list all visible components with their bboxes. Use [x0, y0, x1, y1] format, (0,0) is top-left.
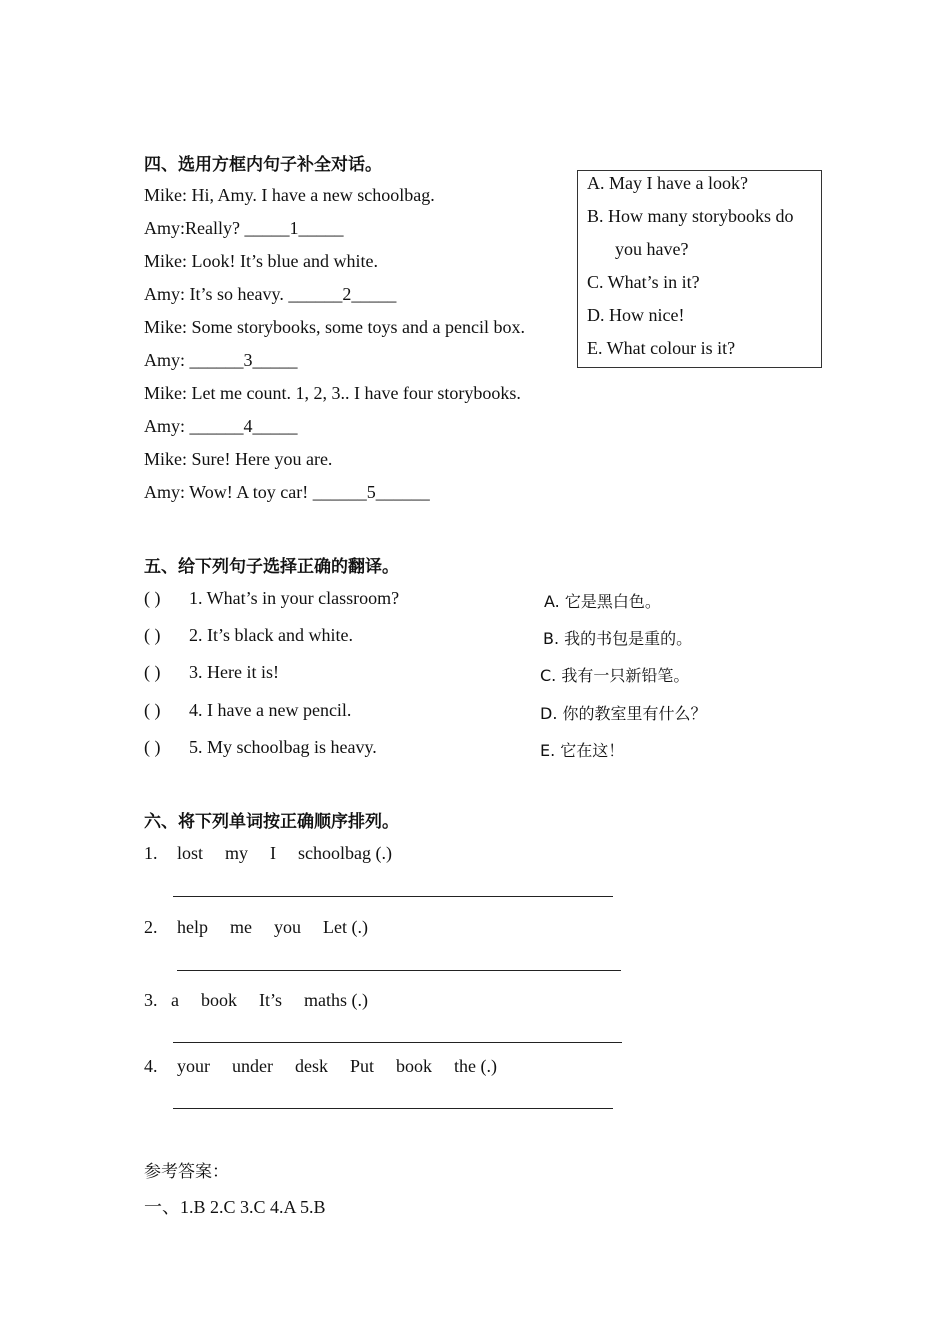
- answer-line[interactable]: [173, 896, 613, 897]
- word: help: [177, 917, 208, 937]
- word: lost: [177, 843, 204, 863]
- word: the (.): [454, 1056, 497, 1076]
- translation-choice: A. 它是黑白色。: [544, 592, 661, 611]
- option-a: A. May I have a look?: [587, 173, 748, 193]
- translation-choice: E. 它在这！: [540, 741, 625, 760]
- option-d: D. How nice!: [587, 305, 685, 325]
- word-group: [177, 917, 390, 938]
- word: you: [274, 917, 301, 937]
- dialogue-line: Mike: Sure! Here you are.: [144, 449, 333, 469]
- word: book: [201, 990, 237, 1010]
- word: book: [396, 1056, 432, 1076]
- dialogue-line: Amy: It’s so heavy. ______2_____: [144, 284, 397, 304]
- answer-line[interactable]: [177, 970, 621, 971]
- word: schoolbag (.): [298, 843, 393, 863]
- answer-bracket[interactable]: ( ): [144, 625, 161, 645]
- sentence: 4. I have a new pencil.: [189, 700, 352, 720]
- word: under: [232, 1056, 273, 1076]
- word-group: [177, 843, 414, 864]
- translation-choice: C. 我有一只新铅笔。: [540, 666, 690, 685]
- word: maths (.): [304, 990, 368, 1010]
- dialogue-line: Amy: ______4_____: [144, 416, 298, 436]
- answer-line[interactable]: [173, 1042, 622, 1043]
- word: Let (.): [323, 917, 368, 937]
- item-number: 4.: [144, 1056, 158, 1076]
- dialogue-line: Mike: Let me count. 1, 2, 3.. I have four storybooks.: [144, 383, 521, 403]
- option-b-cont: you have?: [615, 239, 689, 259]
- item-number: 3.: [144, 990, 158, 1010]
- section5-heading: 五、给下列句子选择正确的翻译。: [144, 557, 399, 577]
- translation-choice: D. 你的教室里有什么？: [540, 704, 707, 723]
- option-b: B. How many storybooks do: [587, 206, 794, 226]
- answer-bracket[interactable]: ( ): [144, 737, 161, 757]
- sentence: 2. It’s black and white.: [189, 625, 353, 645]
- answer-bracket[interactable]: ( ): [144, 700, 161, 720]
- item-number: 2.: [144, 917, 158, 937]
- word: my: [225, 843, 249, 863]
- dialogue-line: Mike: Some storybooks, some toys and a pencil box.: [144, 317, 525, 337]
- sentence: 1. What’s in your classroom?: [189, 588, 400, 608]
- word: a: [171, 990, 179, 1010]
- option-e: E. What colour is it?: [587, 338, 736, 358]
- answer-line[interactable]: [173, 1108, 613, 1109]
- answer-bracket[interactable]: ( ): [144, 588, 161, 608]
- word: me: [230, 917, 252, 937]
- answer-bracket[interactable]: ( ): [144, 662, 161, 682]
- dialogue-line: Mike: Hi, Amy. I have a new schoolbag.: [144, 185, 435, 205]
- word: desk: [294, 1056, 328, 1076]
- dialogue-line: Mike: Look! It’s blue and white.: [144, 251, 378, 271]
- dialogue-line: Amy: ______3_____: [144, 350, 298, 370]
- dialogue-line: Amy:Really? _____1_____: [144, 218, 344, 238]
- word: Put: [349, 1056, 374, 1076]
- answers-line: 一、1.B 2.C 3.C 4.A 5.B: [144, 1197, 326, 1217]
- word: your: [177, 1056, 210, 1076]
- sentence: 3. Here it is!: [189, 662, 279, 682]
- options-box: [577, 170, 822, 368]
- option-c: C. What’s in it?: [587, 272, 700, 292]
- word: I: [270, 843, 277, 863]
- word-group: [177, 1056, 519, 1077]
- dialogue-line: Amy: Wow! A toy car! ______5______: [144, 482, 430, 502]
- section4-heading: 四、选用方框内句子补全对话。: [144, 155, 382, 175]
- translation-choice: B. 我的书包是重的。: [543, 629, 693, 648]
- section6-heading: 六、将下列单词按正确顺序排列。: [144, 812, 399, 832]
- answers-heading: 参考答案：: [144, 1162, 229, 1182]
- item-number: 1.: [144, 843, 158, 863]
- word: It’s: [259, 990, 283, 1010]
- word-group: [171, 990, 390, 1011]
- sentence: 5. My schoolbag is heavy.: [189, 737, 377, 757]
